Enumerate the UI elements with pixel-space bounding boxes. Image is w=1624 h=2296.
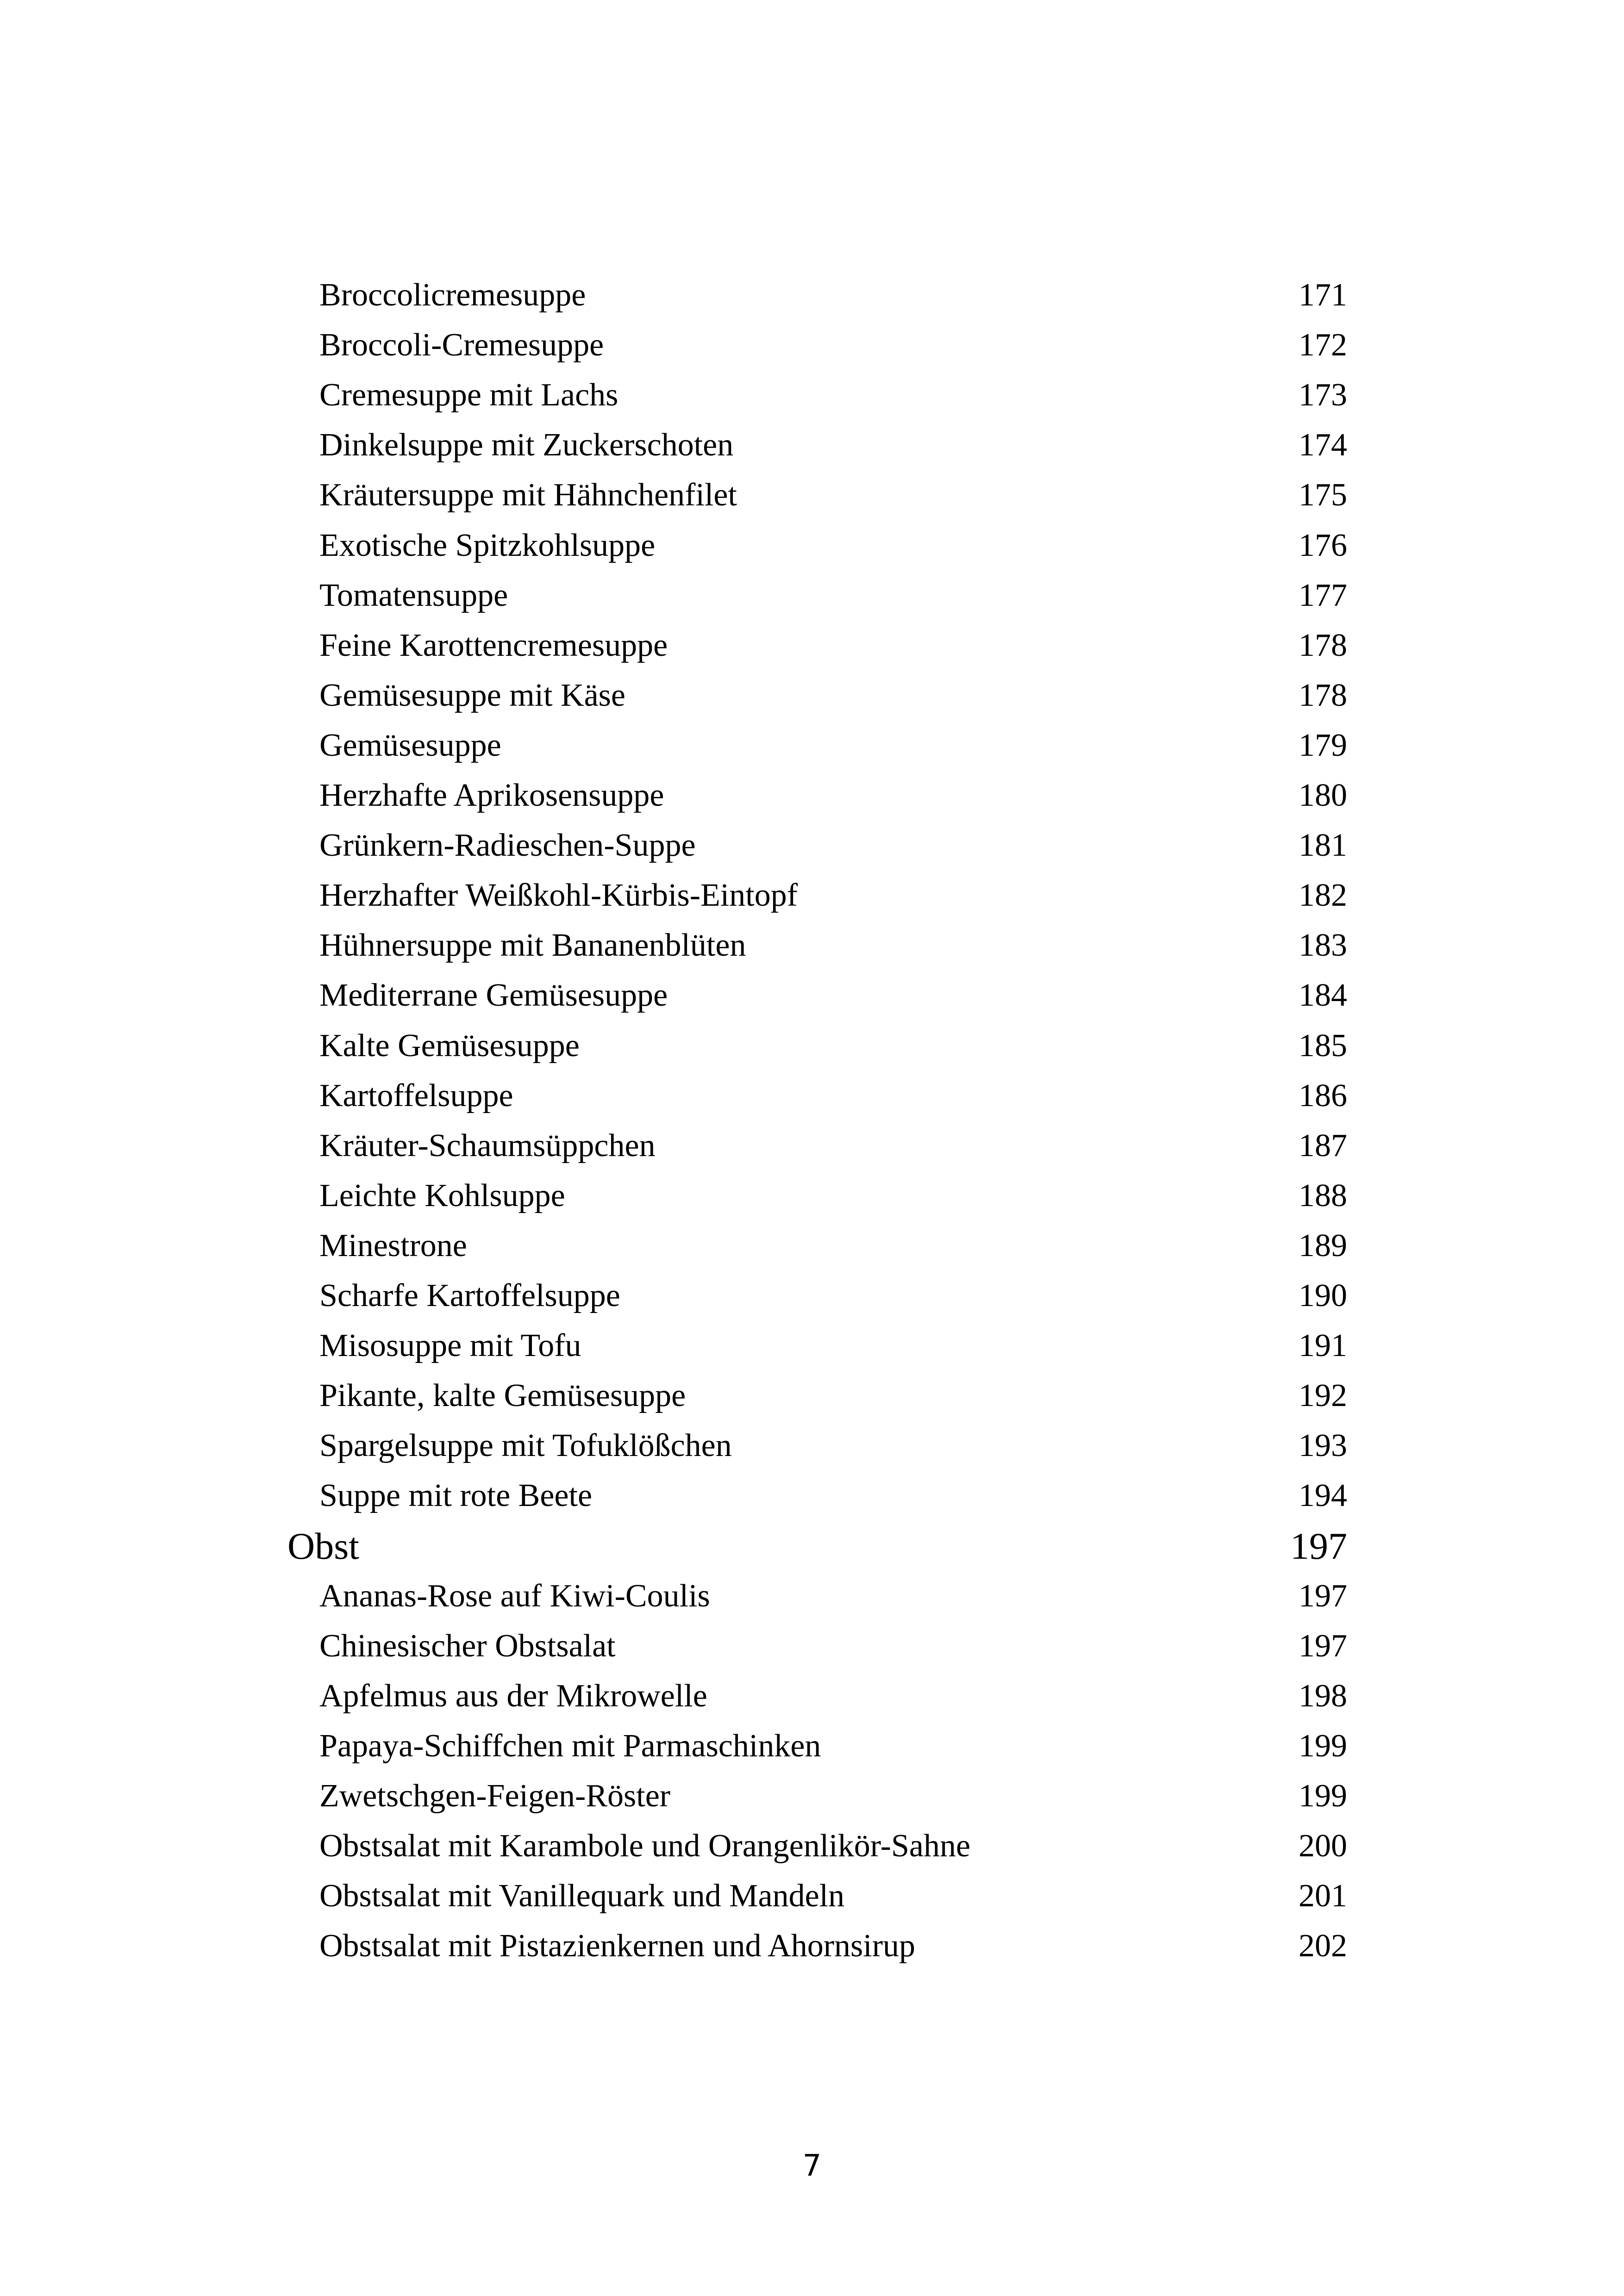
toc-entry-title: Pikante, kalte Gemüsesuppe (319, 1378, 686, 1413)
toc-entry (319, 771, 1347, 821)
toc-entry (319, 1121, 1347, 1171)
toc-entry-page: 197 (1299, 1628, 1347, 1664)
toc-entry-title: Kräuter-Schaumsüppchen (319, 1128, 656, 1164)
toc-entry-title: Feine Karottencremesuppe (319, 628, 668, 663)
toc-section-page: 197 (1290, 1525, 1347, 1567)
toc-entry-title: Grünkern-Radieschen-Suppe (319, 828, 696, 863)
toc-entry-page: 200 (1299, 1828, 1347, 1864)
toc-entry-page: 172 (1299, 327, 1347, 363)
toc-entry (319, 521, 1347, 571)
toc-entry-page: 191 (1299, 1328, 1347, 1363)
toc-entry (319, 1371, 1347, 1421)
toc-entry (319, 470, 1347, 520)
toc-entry (319, 1271, 1347, 1321)
toc-entry-title: Ananas-Rose auf Kiwi-Coulis (319, 1578, 710, 1614)
toc-entry-page: 174 (1299, 427, 1347, 463)
toc-entry (319, 1721, 1347, 1771)
toc-entry-title: Obstsalat mit Vanillequark und Mandeln (319, 1878, 845, 1914)
toc-entry-title: Scharfe Kartoffelsuppe (319, 1278, 620, 1313)
toc-entry-page: 180 (1299, 778, 1347, 813)
toc-entry-title: Herzhafte Aprikosensuppe (319, 778, 664, 813)
toc-entry (319, 370, 1347, 420)
toc-entry (319, 621, 1347, 671)
toc-entry-title: Suppe mit rote Beete (319, 1478, 593, 1513)
toc-entry (319, 1821, 1347, 1871)
toc-entry-page: 171 (1299, 277, 1347, 313)
toc-entry-title: Kräutersuppe mit Hähnchenfilet (319, 477, 737, 513)
toc-entry-title: Broccolicremesuppe (319, 277, 586, 313)
toc-entry (319, 721, 1347, 771)
toc-entry-title: Minestrone (319, 1228, 467, 1263)
toc-section-heading (287, 1521, 1347, 1571)
toc-entry-page: 182 (1299, 877, 1347, 913)
toc-section-title: Obst (287, 1525, 359, 1567)
toc-entry-page: 198 (1299, 1678, 1347, 1714)
toc-entry (319, 1771, 1347, 1821)
toc-entry-title: Obstsalat mit Pistazienkernen und Ahornsirup (319, 1928, 916, 1964)
toc-entry-title: Gemüsesuppe (319, 728, 501, 763)
toc-entry-title: Hühnersuppe mit Bananenblüten (319, 927, 746, 963)
toc-entry-title: Broccoli-Cremesuppe (319, 327, 604, 363)
toc-entry-page: 194 (1299, 1478, 1347, 1513)
toc-entry-page: 184 (1299, 977, 1347, 1013)
toc-entry-page: 202 (1299, 1928, 1347, 1964)
toc-entry (319, 1221, 1347, 1271)
toc-entry-page: 193 (1299, 1428, 1347, 1463)
toc-entry-title: Cremesuppe mit Lachs (319, 377, 618, 413)
toc-entry (319, 921, 1347, 971)
toc-entry-title: Kartoffelsuppe (319, 1078, 513, 1114)
toc-entry-page: 190 (1299, 1278, 1347, 1313)
toc-entry-page: 175 (1299, 477, 1347, 513)
toc-entry-page: 181 (1299, 828, 1347, 863)
toc-entry-title: Herzhafter Weißkohl-Kürbis-Eintopf (319, 877, 798, 913)
toc-entry (319, 1671, 1347, 1721)
toc-entry-page: 176 (1299, 528, 1347, 563)
toc-entry-title: Gemüsesuppe mit Käse (319, 678, 625, 713)
toc-entry-page: 199 (1299, 1778, 1347, 1814)
toc-entry-page: 188 (1299, 1178, 1347, 1213)
toc-entry (319, 1571, 1347, 1621)
toc-entry-page: 199 (1299, 1728, 1347, 1764)
toc-entry (319, 871, 1347, 921)
toc-entry-page: 183 (1299, 927, 1347, 963)
toc-entry-page: 187 (1299, 1128, 1347, 1164)
toc-entry-title: Papaya-Schiffchen mit Parmaschinken (319, 1728, 821, 1764)
toc-entry (319, 320, 1347, 370)
toc-entry-page: 178 (1299, 628, 1347, 663)
toc-entry-page: 197 (1299, 1578, 1347, 1614)
toc-entry (319, 1071, 1347, 1121)
toc-entry (319, 1921, 1347, 1971)
toc-entry (319, 671, 1347, 721)
toc-entry-page: 179 (1299, 728, 1347, 763)
toc-entry (319, 571, 1347, 621)
toc-entry-title: Obstsalat mit Karambole und Orangenlikör-Sahne (319, 1828, 971, 1864)
toc-entry-title: Kalte Gemüsesuppe (319, 1028, 580, 1064)
toc-entry (319, 1471, 1347, 1521)
toc-entry-title: Dinkelsuppe mit Zuckerschoten (319, 427, 734, 463)
toc-entry-page: 178 (1299, 678, 1347, 713)
toc-entry (319, 420, 1347, 470)
toc-entry-title: Tomatensuppe (319, 578, 508, 613)
toc-entry (319, 1021, 1347, 1071)
toc-entry-title: Zwetschgen-Feigen-Röster (319, 1778, 671, 1814)
toc-entry (319, 1171, 1347, 1221)
toc-entry (319, 1871, 1347, 1921)
toc-entry-title: Exotische Spitzkohlsuppe (319, 528, 656, 563)
toc-entry (319, 270, 1347, 320)
toc-entry (319, 971, 1347, 1020)
toc-entry-page: 186 (1299, 1078, 1347, 1114)
toc-entry-title: Leichte Kohlsuppe (319, 1178, 565, 1213)
toc-entry-page: 173 (1299, 377, 1347, 413)
toc-entry-page: 185 (1299, 1028, 1347, 1064)
toc-entry (319, 821, 1347, 871)
toc-entry-title: Misosuppe mit Tofu (319, 1328, 581, 1363)
toc-entry-page: 189 (1299, 1228, 1347, 1263)
toc-entry-title: Mediterrane Gemüsesuppe (319, 977, 668, 1013)
toc-entry-title: Spargelsuppe mit Tofuklößchen (319, 1428, 732, 1463)
toc-entry-page: 192 (1299, 1378, 1347, 1413)
page-number: 7 (802, 2149, 822, 2183)
toc-entry-title: Chinesischer Obstsalat (319, 1628, 616, 1664)
toc-entry (319, 1421, 1347, 1471)
toc-entry-title: Apfelmus aus der Mikrowelle (319, 1678, 707, 1714)
toc-entry-page: 201 (1299, 1878, 1347, 1914)
toc-entry (319, 1321, 1347, 1371)
toc-entry (319, 1621, 1347, 1671)
toc-entry-page: 177 (1299, 578, 1347, 613)
